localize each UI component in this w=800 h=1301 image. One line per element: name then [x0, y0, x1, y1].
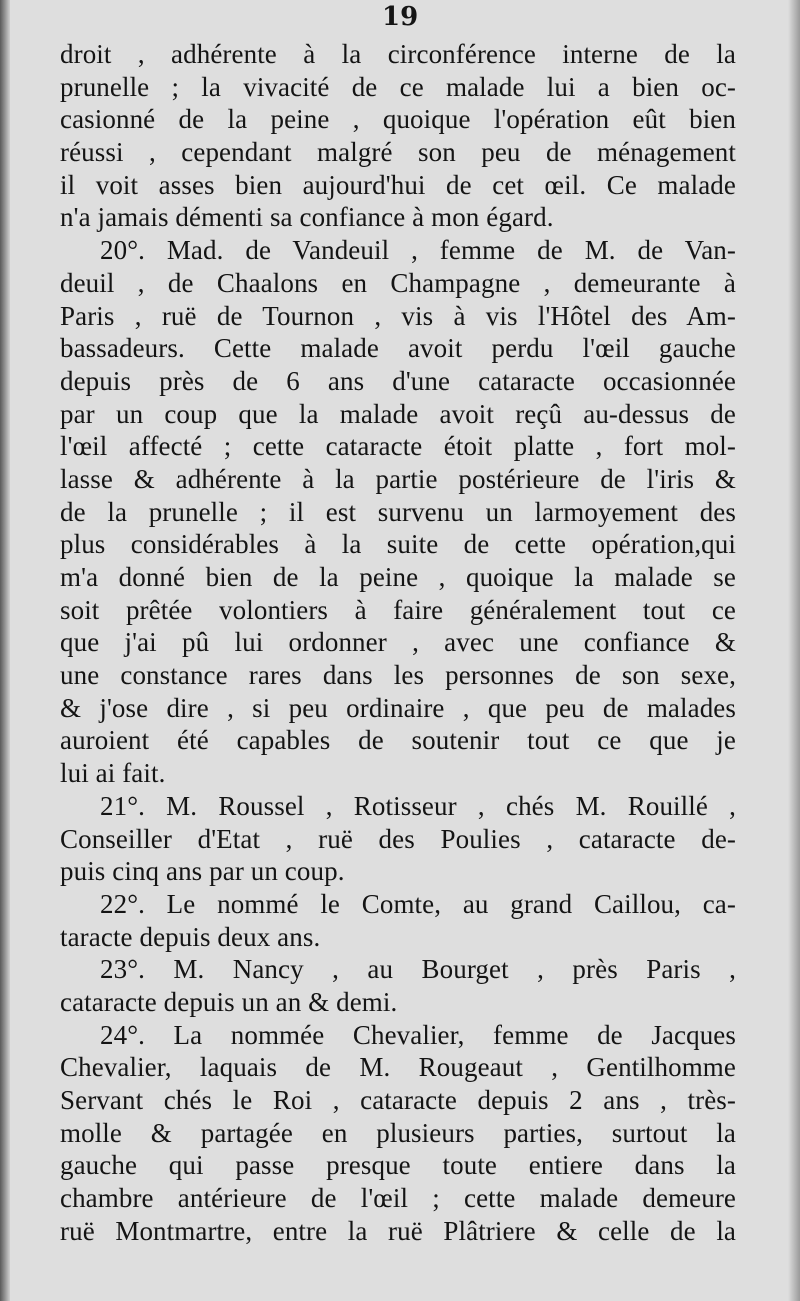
text-line: que j'ai pû lui ordonner , avec une confiance & — [60, 627, 736, 658]
text-line: 21°. M. Roussel , Rotisseur , chés M. Rouillé , — [100, 790, 736, 821]
text-line: puis cinq ans par un coup. — [60, 856, 345, 887]
text-line: Chevalier, laquais de M. Rougeaut , Gentilhomme — [60, 1052, 736, 1083]
page-number: 19 — [382, 2, 419, 32]
text-line: Conseiller d'Etat , ruë des Poulies , cataracte de- — [60, 823, 736, 854]
text-line: gauche qui passe presque toute entiere dans la — [60, 1150, 736, 1181]
text-line: deuil , de Chaalons en Champagne , demeurante à — [60, 267, 736, 298]
text-line: ruë Montmartre, entre la ruë Plâtriere & celle de la — [60, 1215, 736, 1246]
text-line: une constance rares dans les personnes de son sexe, — [60, 660, 736, 691]
text-line: Servant chés le Roi , cataracte depuis 2 ans , très- — [60, 1085, 736, 1115]
page-gutter-shadow — [0, 0, 10, 1301]
text-line: soit prêtée volontiers à faire généralement tout ce — [60, 594, 736, 625]
text-line: réussi , cependant malgré son peu de ménagement — [60, 137, 736, 168]
text-line: lui ai fait. — [60, 758, 166, 789]
text-line: Paris , ruë de Tournon , vis à vis l'Hôtel des Am- — [60, 300, 736, 331]
text-line: 23°. M. Nancy , au Bourget , près Paris , — [100, 954, 736, 985]
text-line: chambre antérieure de l'œil ; cette malade demeure — [60, 1183, 736, 1214]
text-line: lasse & adhérente à la partie postérieure de l'iris & — [60, 463, 736, 494]
text-line: plus considérables à la suite de cette opération,qui — [60, 529, 736, 560]
text-line: droit , adhérente à la circonférence interne de la — [60, 39, 736, 69]
text-line: 24°. La nommée Chevalier, femme de Jacques — [100, 1019, 736, 1050]
text-line: casionné de la peine , quoique l'opération eût bien — [60, 104, 736, 135]
text-line: il voit asses bien aujourd'hui de cet œil. Ce malade — [60, 169, 736, 200]
text-line: taracte depuis deux ans. — [60, 921, 321, 952]
text-line: l'œil affecté ; cette cataracte étoit platte , fort mol- — [60, 431, 736, 462]
text-line: cataracte depuis un an & demi. — [60, 986, 398, 1017]
text-line: & j'ose dire , si peu ordinaire , que peu de malades — [60, 692, 736, 723]
text-line: depuis près de 6 ans d'une cataracte occasionnée — [60, 365, 736, 396]
text-line: molle & partagée en plusieurs parties, surtout la — [60, 1117, 736, 1148]
text-line: de la prunelle ; il est survenu un larmoyement des — [60, 496, 736, 527]
text-line: prunelle ; la vivacité de ce malade lui a bien oc- — [60, 71, 736, 102]
page-edge-shadow — [788, 0, 800, 1301]
text-line: m'a donné bien de la peine , quoique la malade se — [60, 562, 736, 592]
text-line: par un coup que la malade avoit reçû au-dessus de — [60, 398, 736, 429]
text-line: 22°. Le nommé le Comte, au grand Caillou, ca- — [100, 888, 736, 919]
text-line: 20°. Mad. de Vandeuil , femme de M. de Van- — [100, 235, 736, 266]
text-line: n'a jamais démenti sa confiance à mon égard. — [60, 202, 554, 233]
page-body-text — [60, 38, 736, 1247]
text-line: bassadeurs. Cette malade avoit perdu l'œil gauche — [60, 333, 736, 364]
text-line: auroient été capables de soutenir tout ce que je — [60, 725, 736, 756]
